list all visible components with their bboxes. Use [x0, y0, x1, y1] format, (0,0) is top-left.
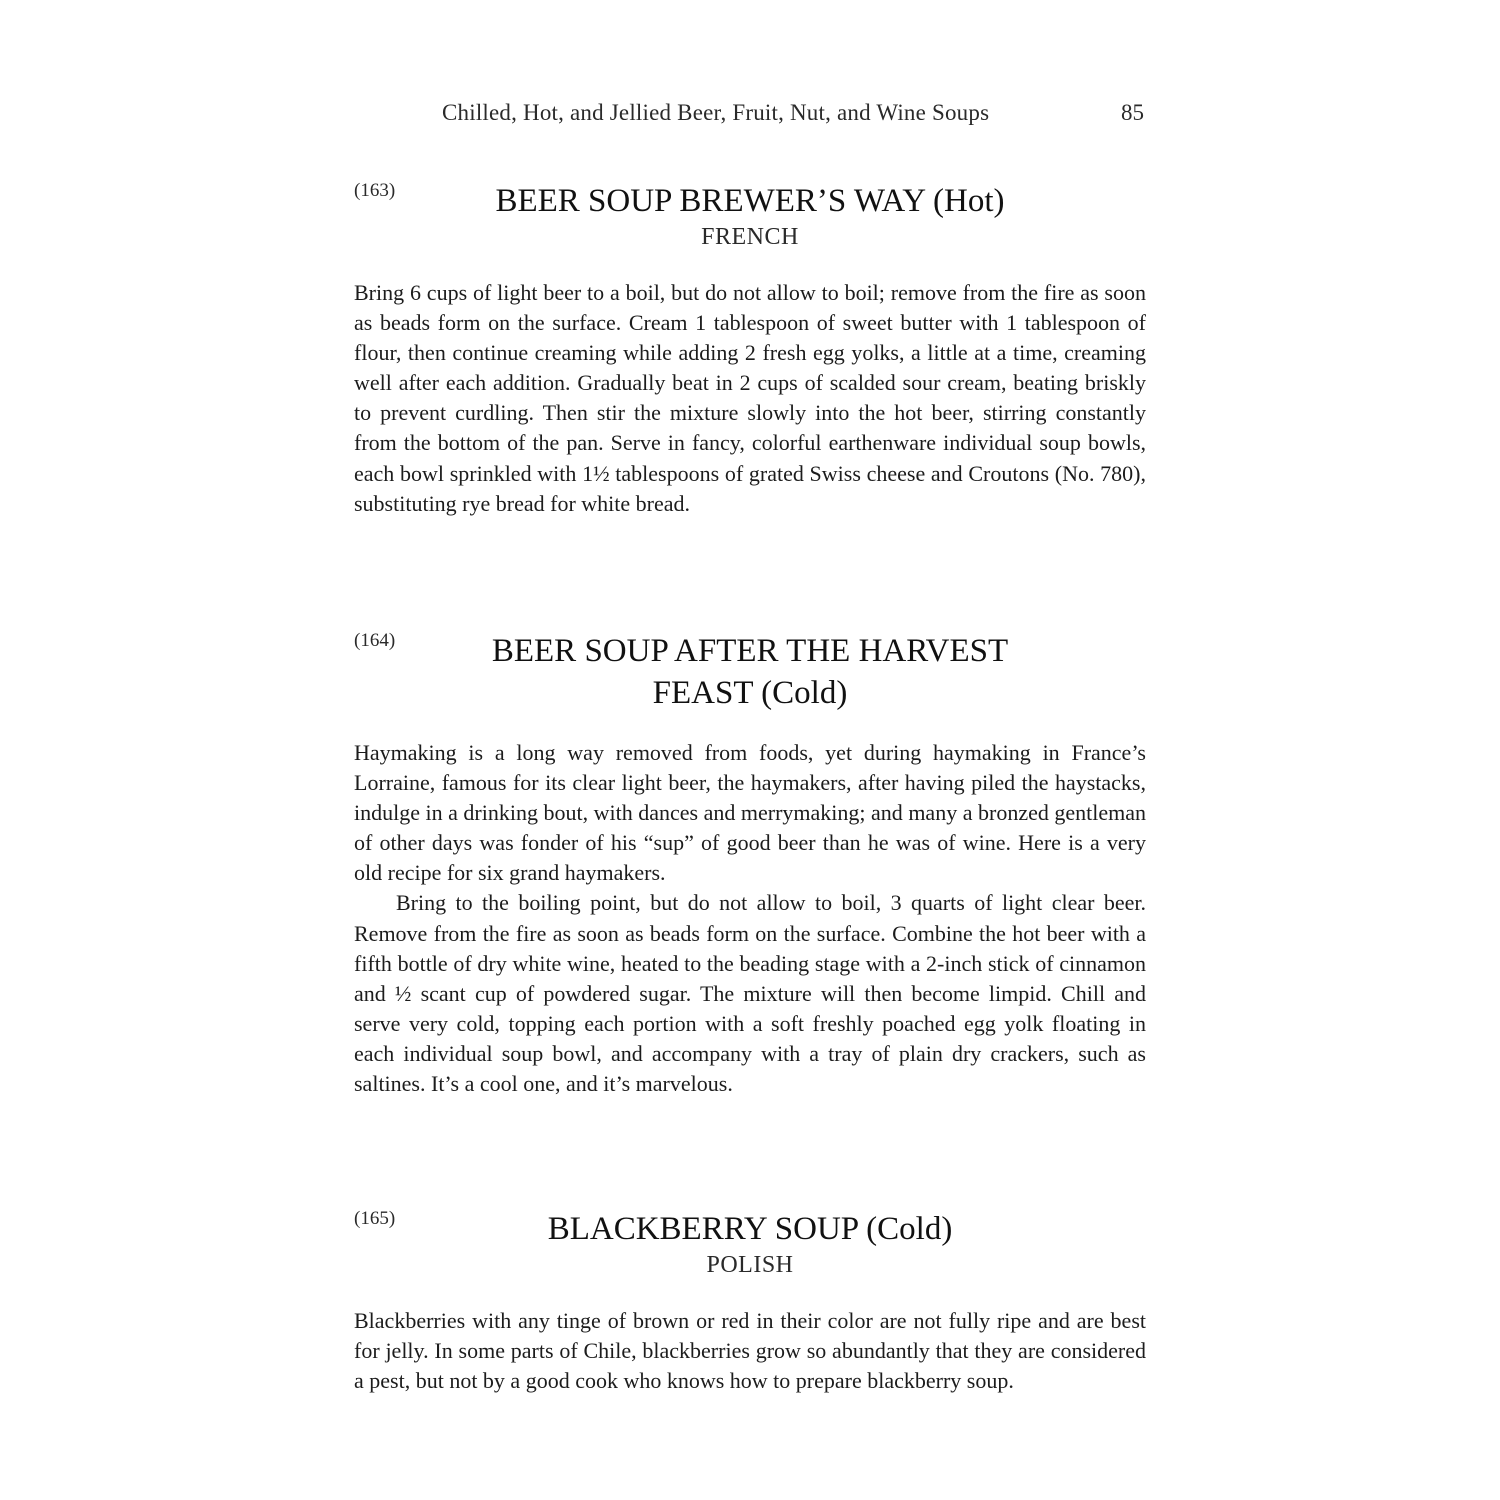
recipe-title: [354, 180, 1146, 222]
recipe-165: [354, 1208, 1146, 1396]
running-head: [354, 100, 1146, 134]
recipe-163: [354, 180, 1146, 519]
recipe-title: [354, 630, 1146, 714]
recipe-body: [354, 1306, 1146, 1396]
recipe-paragraph: Bring 6 cups of light beer to a boil, but do not allow to boil; remove from the fire as soon as beads form on the surface. Cream 1 tablespoon of sweet butter with 1 tablespoon of flour, then continue creaming while adding 2 fresh egg yolks, a little at a time, creaming well after each addition. Gradually beat in 2 cups of scalded sour cream, beating briskly to prevent curdling. Then stir the mixture slowly into the hot beer, stirring constantly from the bottom of the pan. Serve in fancy, colorful earthenware individual soup bowls, each bowl sprinkled with 1½ tablespoons of grated Swiss cheese and Croutons (No. 780), substituting rye bread for white bread.: [354, 280, 1146, 516]
running-head-title: Chilled, Hot, and Jellied Beer, Fruit, Nut, and Wine Soups: [442, 100, 990, 125]
recipe-origin: FRENCH: [701, 224, 799, 250]
recipe-paragraph: Bring to the boiling point, but do not allow to boil, 3 quarts of light clear beer. Remove from the fire as soon as beads form on the surface. Combine the hot beer with a fifth bottle of dry white wine, heated to the beading stage with a 2-inch stick of cinnamon and ½ scant cup of powdered sugar. The mixture will then become limpid. Chill and serve very cold, topping each portion with a soft freshly poached egg yolk floating in each individual soup bowl, and accompany with a tray of plain dry crackers, such as saltines. It’s a cool one, and it’s marvelous.: [354, 890, 1146, 1097]
page-number: 85: [1121, 100, 1144, 125]
recipe-number: (163): [354, 180, 396, 201]
recipe-title-line: BEER SOUP AFTER THE HARVEST: [491, 633, 1009, 669]
recipe-164: [354, 630, 1146, 1099]
recipe-number: (164): [354, 630, 396, 651]
recipe-paragraph: Blackberries with any tinge of brown or red in their color are not fully ripe and are best for jelly. In some parts of Chile, blackberries grow so abundantly that they are considered a pest, but not by a good cook who knows how to prepare blackberry soup.: [354, 1308, 1146, 1394]
recipe-number: (165): [354, 1208, 396, 1229]
recipe-title: [354, 1208, 1146, 1250]
recipe-title-line: BEER SOUP BREWER’S WAY (Hot): [495, 183, 1005, 219]
recipe-title-line: FEAST (Cold): [652, 675, 848, 711]
recipe-origin: POLISH: [706, 1252, 794, 1278]
recipe-body: [354, 738, 1146, 1099]
recipe-title-line: BLACKBERRY SOUP (Cold): [547, 1211, 953, 1247]
recipe-body: [354, 278, 1146, 519]
recipe-paragraph: Haymaking is a long way removed from foods, yet during haymaking in France’s Lorraine, famous for its clear light beer, the haymakers, after having piled the haystacks, indulge in a drinking bout, with dances and merrymaking; and many a bronzed gentleman of other days was fonder of his “sup” of good beer than he was of wine. Here is a very old recipe for six grand haymakers.: [354, 740, 1146, 886]
